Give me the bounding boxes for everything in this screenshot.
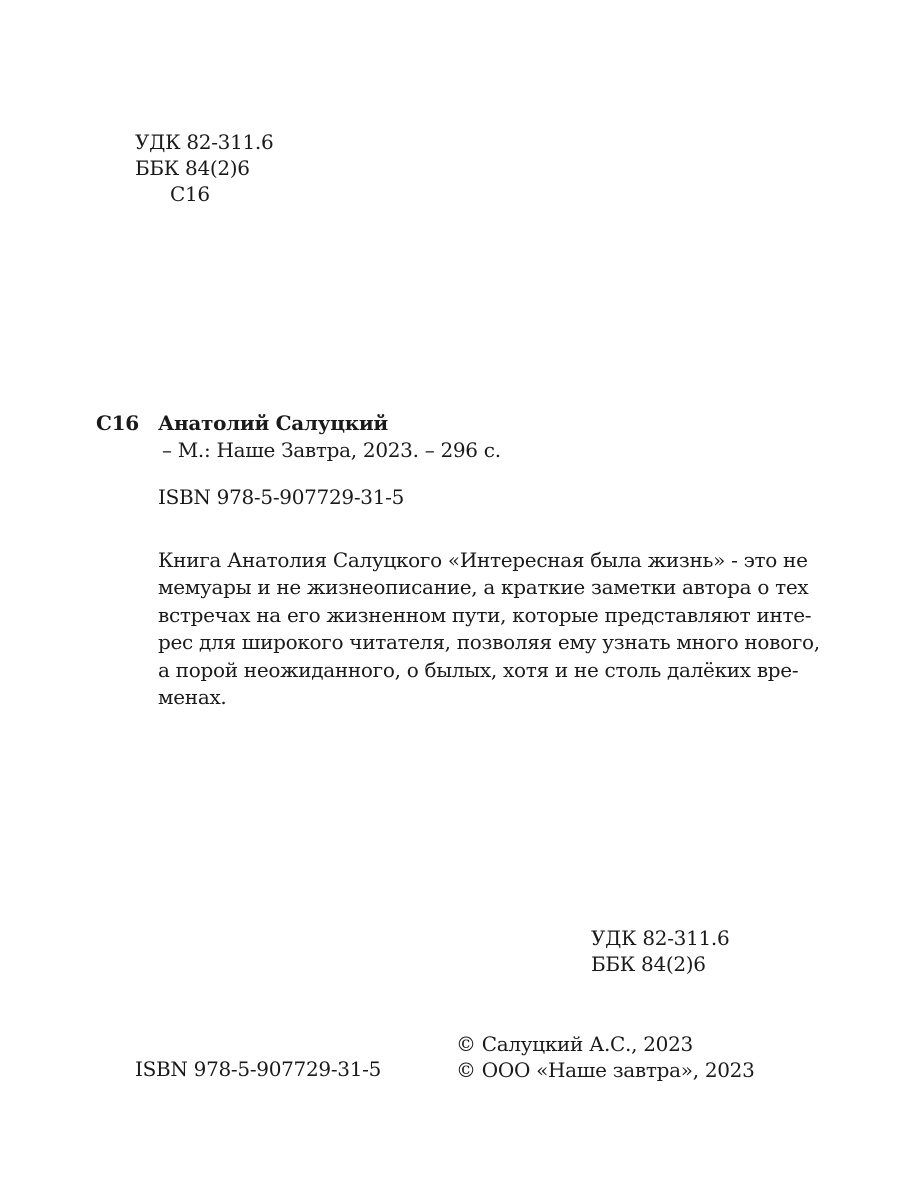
annotation-line: встречах на его жизненном пути, которые представляют интe- [158, 602, 812, 627]
bbk-code-top: ББК 84(2)6 [135, 156, 250, 180]
udk-code-top: УДК 82-311.6 [135, 130, 274, 154]
copyright-author: © Салуцкий А.С., 2023 [456, 1032, 693, 1056]
annotation-line: Книга Анатолия Салуцкого «Интересная была жизнь» - это не [158, 548, 808, 572]
udk-code-bottom: УДК 82-311.6 [591, 926, 730, 950]
author-sign: С16 [96, 411, 139, 435]
annotation-line: а порой неожиданного, о былых, хотя и не столь далёких вре- [158, 657, 799, 682]
bbk-code-bottom: ББК 84(2)6 [591, 952, 706, 976]
isbn-footer: ISBN 978-5-907729-31-5 [135, 1057, 382, 1081]
author-name: Анатолий Салуцкий [158, 411, 388, 435]
annotation-line: мемуары и не жизнеописание, а краткие заметки автора о тех [158, 575, 809, 600]
annotation-line: рес для широкого читателя, позволяя ему узнать много нового, [158, 630, 820, 655]
author-sign-top: С16 [170, 182, 210, 206]
annotation [158, 547, 820, 711]
copyright-publisher: © ООО «Наше завтра», 2023 [456, 1058, 755, 1082]
isbn-entry: ISBN 978-5-907729-31-5 [158, 485, 405, 509]
annotation-line: менах. [158, 685, 227, 710]
imprint: – М.: Наше Завтра, 2023. – 296 с. [162, 438, 501, 462]
